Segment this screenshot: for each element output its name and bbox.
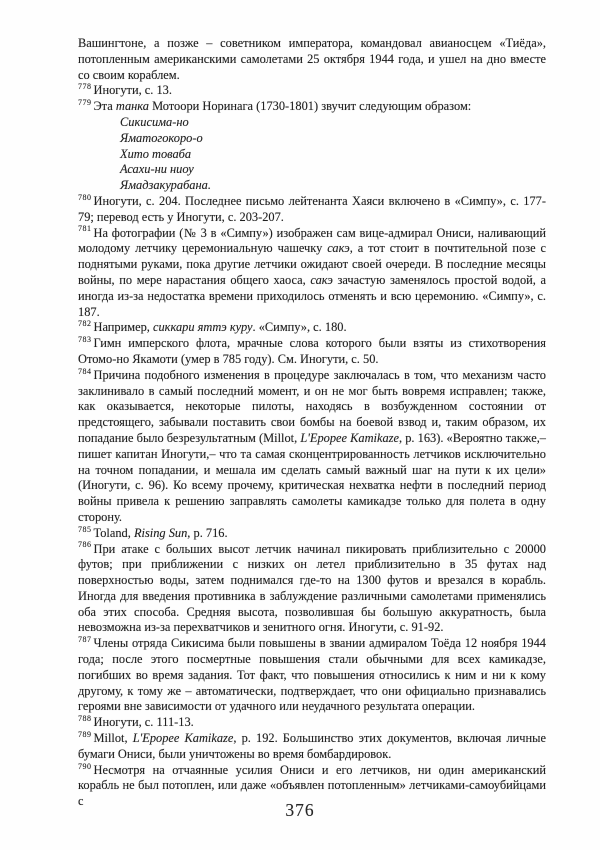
text-segment: , p. 163). «Вероятно также,– пишет капитан Иногути,– что та самая сконцентрированность летчиков исключительно на точном попадании, и мешала им сделать самый важный шаг на пути к их цели» (Иногути, с. 96). Ко всему прочему, критическая нехватка нефти в последний период войны привела к решению заправлять самолеты камикадзе только для полета в одну сторону. — [78, 430, 546, 524]
text-segment: На фотографии (№ 3 в «Симпу») изображен сам вице-адмирал Ониси, наливающий молодому летчику церемониальную чашечку — [78, 225, 546, 256]
text-segment: Причина подобного изменения в процедуре заключалась в том, что механизм часто заклинивало в самый последний момент, и он не мог быть вовремя исправлен; также, как оказывается, некоторые пилоты, находясь в возбужденном состоянии от предстоящего, забывали поставить свои бомбы на боевой взвод и, таким образом, их попадание было безрезультатным (Millot, — [78, 367, 546, 445]
footnote-number: 788 — [78, 714, 92, 724]
text-segment: , p. 716. — [187, 525, 228, 540]
text-segment: Иногути, с. 111-13. — [93, 715, 194, 730]
footnote-785 — [78, 526, 546, 542]
text-segment: Несмотря на отчаянные усилия Ониси и его летчиков, ни один американский корабль не был потоплен, или даже «объявлен потопленным» летчиками-самоубийцами с — [78, 762, 546, 809]
footnote-778 — [78, 83, 546, 99]
footnote-784 — [78, 368, 546, 526]
footnote-number: 781 — [78, 224, 92, 234]
text-segment: Millot, — [93, 731, 133, 746]
footnote-number: 787 — [78, 635, 92, 645]
italic-text-segment: L'Epopee Kamikaze — [132, 731, 234, 746]
footnote-number: 784 — [78, 366, 92, 376]
verse-line: Хито товаба — [120, 146, 192, 161]
footnote-number: 789 — [78, 729, 92, 739]
footnote-788 — [78, 715, 546, 731]
footnote-786 — [78, 542, 546, 637]
footnote-780 — [78, 194, 546, 226]
footnote-789 — [78, 731, 546, 763]
footnote-781 — [78, 226, 546, 321]
italic-text-segment: Rising Sun — [133, 525, 188, 540]
text-segment: Члены отряда Сикисима были повышены в звании адмиралом Тоёда 12 ноября 1944 года; после этого посмертные повышения стали обычными для всех камикадзе, погибших во время задания. Тот факт, что повышения относились к ним и ни к кому другому, к тому же – автоматически, подтверждает, что они официально признавались героями вне зависимости от удачного или неудачного результата операции. — [78, 636, 546, 714]
footnote-number: 786 — [78, 540, 92, 550]
text-segment: Мотоори Норинага (1730-1801) звучит следующим образом: — [148, 99, 472, 114]
italic-text-segment: сакэ — [310, 272, 333, 287]
verse-line: Яматогокоро-о — [120, 130, 203, 145]
text-segment: , p. 192. Большинство этих документов, включая личные бумаги Ониси, были уничтожены во время бомбардировок. — [78, 731, 546, 761]
footnote-number: 782 — [78, 319, 92, 329]
footnote-number: 780 — [78, 192, 92, 202]
page-number: 376 — [285, 800, 315, 820]
text-segment: Гимн имперского флота, мрачные слова которого были взяты из стихотворения Отомо-но Якамоти (умер в 785 году). См. Иногути, с. 50. — [78, 336, 546, 366]
italic-text-segment: танка — [115, 99, 149, 114]
text-segment: Вашингтоне, а позже – советником императора, командовал авианосцем «Тиёда», потопленным американскими самолетами 25 октября 1944 года, и ушел на дно вместе со своим кораблем. — [78, 36, 546, 82]
verse-line: Ямадзакурабана. — [120, 178, 211, 193]
text-segment: Эта — [93, 99, 116, 114]
footnote-number: 778 — [78, 82, 92, 92]
footnote-787 — [78, 636, 546, 715]
text-block — [78, 36, 546, 810]
italic-text-segment: сакэ — [327, 241, 350, 256]
text-segment: , а тот стоит в почтительной позе с поднятыми руками, пока другие летчики ожидают своей очереди. В последние месяцы войны, по мере нарастания общего хаоса, — [78, 241, 547, 287]
text-segment: Иногути, с. 13. — [93, 83, 172, 98]
footnote-number: 783 — [78, 335, 92, 345]
text-segment: При атаке с больших высот летчик начинал пикировать приблизительно с 20000 футов; при приближении с низких он летел приблизительно в 35 футах над поверхностью воды, затем поднимался где-то на 1300 футов и врезался в корабль. Иногда для введения противника в заблуждение различными самолетами применялись оба этих способа. Средняя высота, позволившая бы большую аккуратность, была невозможна из-за перехватчиков и зенитного огня. Иногути, с. 91-92. — [78, 541, 546, 635]
text-segment: зачастую заменялось простой водой, а иногда из-за недостатка времени приходилось отменять и всю церемонию. «Симпу», с. 187. — [78, 272, 546, 319]
verse-line: Сикисима-но — [120, 114, 189, 129]
text-segment: . «Симпу», с. 180. — [252, 320, 347, 335]
text-segment: Иногути, с. 204. Последнее письмо лейтенанта Хаяси включено в «Симпу», с. 177-79; перевод есть у Иногути, с. 203-207. — [78, 193, 546, 224]
text-segment: Toland, — [93, 525, 134, 540]
footnote-number: 790 — [78, 761, 92, 771]
verse-line: Асахи-ни ниоу — [120, 162, 194, 177]
body-paragraph — [78, 36, 546, 83]
footnote-782 — [78, 320, 546, 336]
italic-text-segment: сиккари яттэ куру — [152, 320, 253, 335]
footnote-783 — [78, 336, 546, 368]
italic-text-segment: L'Epopee Kamikaze — [300, 430, 400, 445]
footnote-number: 779 — [78, 98, 92, 108]
footnote-number: 785 — [78, 524, 92, 534]
text-segment: Например, — [93, 320, 153, 335]
footnote-779 — [78, 99, 546, 115]
